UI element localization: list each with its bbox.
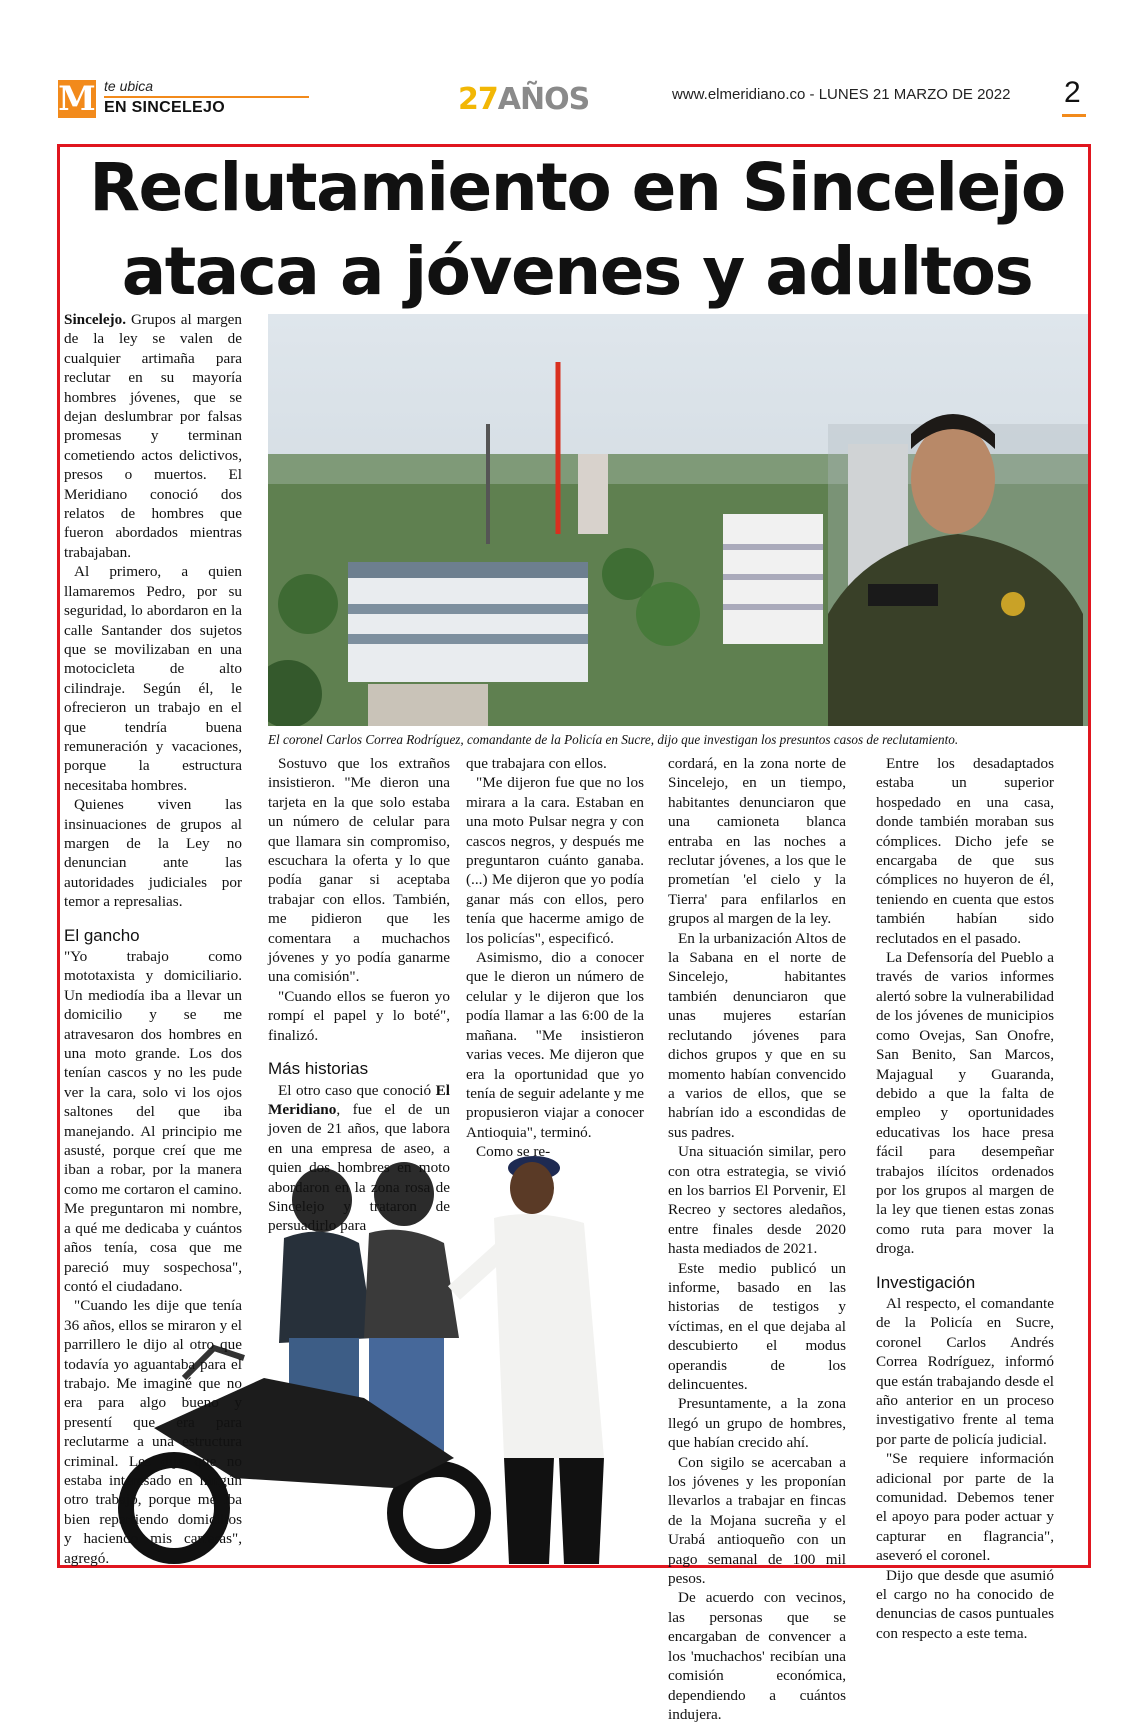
- article-paragraph: cordará, en la zona norte de Sincelejo, en un tiempo, habitantes denunciaron que una camioneta blanca entraba en las noches a reclutar jóvenes, a los que le prometían 'el cielo y la Tierra' para enfilarlos en grupos al margen de la ley.: [668, 755, 846, 928]
- subheading-investigacion: Investigación: [876, 1272, 976, 1292]
- page-number-rule: [1062, 114, 1086, 117]
- article-paragraph: "Se requiere información adicional por parte de la comunidad. Debemos tener el apoyo para poder actuar y capturar en flagrancia", aseveró el coronel.: [876, 1450, 1054, 1565]
- article-column-2: [268, 754, 450, 1236]
- article-paragraph: "Me dijeron fue que no los mirara a la cara. Estaban en una moto Pulsar negra y con cascos negros, y después me preguntaron cuánto ganaba. (...) Me dijeron que yo podía ganar más con ellos, pero tenía que hacerme amigo de los policías", especificó.: [466, 774, 644, 947]
- article-column-4: [668, 754, 846, 1724]
- article-paragraph: Este medio publicó un informe, basado en las historias de testigos y víctimas, en el que dejaba al descubierto el modus operandis de los delincuentes.: [668, 1259, 846, 1393]
- article-paragraph: Como se re-: [476, 1143, 551, 1161]
- article-paragraph: "Yo trabajo como mototaxista y domiciliario. Un mediodía iba a llevar un domicilio y se me atravesaron dos hombres en una moto grande. Los dos tenían cascos y no les pude ver la cara, solo vi los ojos saltones del que iba manejando. Al principio me asusté, porque creí que me iban a robar, por la manera como me cortaron el camino. Me preguntaron mi nombre, a qué me dedicaba y cuántos años tenía, cosa que me pareció muy sospechosa", contó el ciudadano.: [64, 948, 242, 1295]
- photo-caption: El coronel Carlos Correa Rodríguez, comandante de la Policía en Sucre, dijo que investigan los presuntos casos de reclutamiento.: [268, 732, 959, 747]
- article-paragraph: Sincelejo. Grupos al margen de la ley se valen de cualquier artimaña para reclutar en su mayoría hombres jóvenes, que se dejan deslumbrar por falsas promesas y terminan cometiendo actos delictivos, presos o muertos. El Meridiano conoció dos relatos de hombres que fueron abordados mientras trabajaban.: [64, 311, 242, 561]
- city-photo-illustration: [268, 314, 1088, 726]
- headline: Reclutamiento en Sincelejo ataca a jóvenes y adultos: [89, 149, 1065, 310]
- anniversary-logo: 27AÑOS: [458, 82, 590, 117]
- article-column-3: [466, 754, 644, 1162]
- page-number: 2: [1064, 76, 1081, 109]
- article-paragraph: Al respecto, el comandante de la Policía en Sucre, coronel Carlos Andrés Correa Rodríguez, informó que están trabajando desde el año anterior en un proceso investigativo frente al tema por parte de policía judicial.: [876, 1294, 1054, 1448]
- article-column-5: [876, 754, 1054, 1643]
- article-paragraph: Quienes viven las insinuaciones de grupos al margen de la Ley no denuncian ante las autoridades judiciales por temor a represalias.: [64, 796, 242, 911]
- photo-city-colonel: [268, 314, 1088, 726]
- article-paragraph: Con sigilo se acercaban a los jóvenes y les proponían llevarlos a trabajar en fincas de la Mojana sucreña y el Urabá antioqueño con un pago semanal de 100 mil pesos.: [668, 1453, 846, 1588]
- article-paragraph: En la urbanización Altos de la Sabana en el norte de Sincelejo, habitantes también denunciaron que unas mujeres estarían reclutando jóvenes para dichos grupos y que en su momento habían convencido a varios de ellos, que se habrían ido a escondidas de sus padres.: [668, 929, 846, 1141]
- subheading-historias: Más historias: [268, 1059, 369, 1079]
- article-column-1: [64, 310, 242, 1568]
- section-kicker: te ubica: [104, 78, 154, 94]
- article-paragraph: De acuerdo con vecinos, las personas que se encargaban de convencer a los 'muchachos' recibían una comisión económica, dependiendo a cuántos indujera.: [668, 1589, 846, 1723]
- article-paragraph: Dijo que desde que asumió el cargo no ha conocido de denuncias de casos puntuales con respecto a este tema.: [876, 1566, 1054, 1642]
- newspaper-logo: M: [58, 79, 96, 119]
- article-paragraph: Sostuvo que los extraños insistieron. "Me dieron una tarjeta en la que solo estaba un número de celular para que llamara sin compromiso, escuchara la oferta y lo que podía ganar si aceptaba trabajar con ellos. También, me pidieron que les comentara a muchachos jóvenes y yo podía ganarme una comisión".: [268, 755, 450, 986]
- subheading-gancho: El gancho: [64, 925, 140, 945]
- section-name: EN SINCELEJO: [104, 99, 225, 116]
- article-paragraph: que trabajara con ellos.: [466, 755, 607, 772]
- article-paragraph: "Cuando ellos se fueron yo rompí el papel y lo boté", finalizó.: [268, 987, 450, 1044]
- article-paragraph: Entre los desadaptados estaba un superior hospedado en una casa, donde también moraban sus cómplices. Dicho jefe se encargaba de que sus cómplices no huyeron de él, teniendo en cuenta que estos también habían sido reclutados en el pasado.: [876, 755, 1054, 947]
- article-paragraph: Asimismo, dio a conocer que le dieron un número de celular y le dijeron que los podía llamar a las 6:00 de la mañana. "Me insistieron varias veces. Me dijeron que era la oportunidad que yo tenía de seguir adelante y me propusieron viajar a conocer Antioquia", terminó.: [466, 949, 644, 1141]
- article-paragraph: La Defensoría del Pueblo a través de varios informes alertó sobre la vulnerabilidad de los jóvenes de municipios como Ovejas, San Onofre, San Benito, San Marcos, Majagual y Guaranda, debido a que la falta de empleo y oportunidades educativas los hace presa fácil para desempeñar trabajos ilícitos ordenados por los grupos al margen de la ley que tienen estas zonas como ruta para mover la droga.: [876, 949, 1054, 1258]
- article-paragraph: Una situación similar, pero con otra estrategia, se vivió en los barrios El Porvenir, El Recreo y sectores aledaños, entre finales desde 2020 hasta mediados de 2021.: [668, 1143, 846, 1258]
- article-paragraph: El otro caso que conoció El Meridiano, fue el de un joven de 21 años, que labora en una empresa de aseo, a quien dos hombres en moto abordaron en la zona rosa de Sincelejo y trataron de persuadirlo para: [268, 1081, 450, 1235]
- article-paragraph: Al primero, a quien llamaremos Pedro, por su seguridad, lo abordaron en la calle Santander dos sujetos que se movilizaban en una motocicleta de alto cilindraje. Según él, le ofrecieron un trabajo en el que tendría buena remuneración y vacaciones, porque la estructura necesitaba hombres.: [64, 563, 242, 794]
- dateline: www.elmeridiano.co - LUNES 21 MARZO DE 2022: [672, 86, 1011, 103]
- header-rule: [104, 96, 309, 98]
- article-paragraph: "Cuando les dije que tenía 36 años, ellos se miraron y el parrillero le dijo al otro que todavía yo aguantaba para el trabajo. Me imaginé que no era para algo bueno y presentí que era para reclutarme a una estructura criminal. Les dije que no estaba interesado en ningún otro trabajo, porque me iba bien repartiendo domicilios y haciendo mis carreras", agregó.: [64, 1297, 242, 1567]
- article-paragraph: Presuntamente, a la zona llegó un grupo de hombres, que habían crecido ahí.: [668, 1395, 846, 1452]
